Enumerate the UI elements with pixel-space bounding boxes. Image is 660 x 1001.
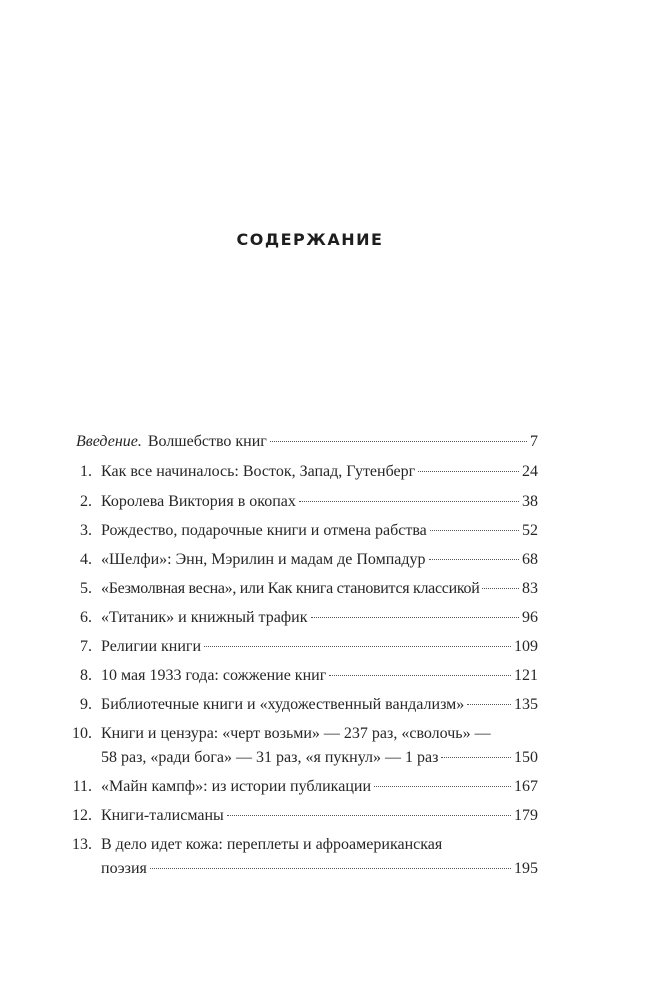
dot-leader bbox=[204, 646, 511, 647]
dot-leader bbox=[418, 471, 519, 472]
dot-leader bbox=[150, 868, 511, 869]
page-number: 52 bbox=[522, 522, 538, 539]
page-number: 109 bbox=[514, 638, 538, 655]
page-number: 38 bbox=[522, 493, 538, 510]
chapter-title: Как все начиналось: Восток, Запад, Гутенберг bbox=[101, 463, 416, 480]
dot-leader bbox=[482, 588, 519, 589]
chapter-title-line: Книги и цензура: «черт возьми» — 237 раз, «сволочь» — bbox=[101, 725, 491, 742]
page-number: 83 bbox=[522, 580, 538, 597]
toc-entry bbox=[101, 490, 538, 514]
chapter-title: Королева Виктория в окопах bbox=[101, 493, 296, 510]
toc-entry bbox=[101, 548, 538, 572]
dot-leader bbox=[311, 617, 519, 618]
page-number: 96 bbox=[522, 609, 538, 626]
dot-leader bbox=[441, 757, 511, 758]
chapter-title: «Титаник» и книжный трафик bbox=[101, 609, 308, 626]
chapter-title: поэзия bbox=[101, 860, 147, 877]
chapter-title: «Шелфи»: Энн, Мэрилин и мадам де Помпадур bbox=[101, 551, 426, 568]
page-number: 179 bbox=[514, 807, 538, 824]
page-number: 195 bbox=[514, 860, 538, 877]
dot-leader bbox=[374, 786, 511, 787]
toc-entry bbox=[101, 635, 538, 659]
chapter-number: 2. bbox=[80, 493, 92, 510]
intro-label: Введение. bbox=[76, 433, 142, 450]
chapter-number: 8. bbox=[80, 667, 92, 684]
page-number: 121 bbox=[514, 667, 538, 684]
dot-leader bbox=[299, 501, 519, 502]
intro-title: Волшебство книг bbox=[147, 433, 267, 450]
chapter-title: Религии книги bbox=[101, 638, 202, 655]
chapter-number: 10. bbox=[72, 725, 92, 742]
page-number: 24 bbox=[522, 463, 538, 480]
chapter-number: 12. bbox=[72, 807, 92, 824]
page-number: 7 bbox=[530, 433, 538, 450]
toc-entry bbox=[101, 804, 538, 828]
toc-entry bbox=[101, 775, 538, 799]
toc-entry bbox=[101, 693, 538, 717]
chapter-number: 1. bbox=[80, 463, 92, 480]
dot-leader bbox=[429, 559, 519, 560]
chapter-title: 10 мая 1933 года: сожжение книг bbox=[101, 667, 327, 684]
chapter-number: 7. bbox=[80, 638, 92, 655]
dot-leader bbox=[270, 441, 527, 442]
toc-entry bbox=[101, 606, 538, 630]
page-number: 150 bbox=[514, 749, 538, 766]
chapter-number: 6. bbox=[80, 609, 92, 626]
chapter-number: 9. bbox=[80, 696, 92, 713]
toc-intro-row bbox=[76, 430, 538, 454]
dot-leader bbox=[467, 704, 511, 705]
dot-leader bbox=[329, 675, 511, 676]
toc-entry bbox=[101, 664, 538, 688]
dot-leader bbox=[227, 815, 511, 816]
toc-entry bbox=[101, 746, 538, 770]
chapter-title: 58 раз, «ради бога» — 31 раз, «я пукнул» — 1 раз bbox=[101, 749, 439, 766]
page-number: 68 bbox=[522, 551, 538, 568]
toc-entry bbox=[101, 857, 538, 881]
chapter-number: 5. bbox=[80, 580, 92, 597]
chapter-title: Рождество, подарочные книги и отмена рабства bbox=[101, 522, 427, 539]
chapter-number: 11. bbox=[72, 778, 92, 795]
chapter-title: Библиотечные книги и «художественный вандализм» bbox=[101, 696, 465, 713]
toc-entry bbox=[101, 460, 538, 484]
chapter-title-line: В дело идет кожа: переплеты и афроамериканская bbox=[101, 836, 443, 853]
chapter-number: 3. bbox=[80, 522, 92, 539]
chapter-number: 13. bbox=[72, 836, 92, 853]
chapter-title: «Майн кампф»: из истории публикации bbox=[101, 778, 371, 795]
page-number: 167 bbox=[514, 778, 538, 795]
dot-leader bbox=[430, 530, 519, 531]
chapter-title: «Безмолвная весна», или Как книга становится классикой bbox=[101, 580, 480, 597]
chapter-number: 4. bbox=[80, 551, 92, 568]
page-number: 135 bbox=[514, 696, 538, 713]
toc-entry bbox=[101, 519, 538, 543]
toc-entry bbox=[101, 577, 538, 601]
page-title: СОДЕРЖАНИЕ bbox=[236, 230, 384, 249]
chapter-title: Книги-талисманы bbox=[101, 807, 224, 824]
